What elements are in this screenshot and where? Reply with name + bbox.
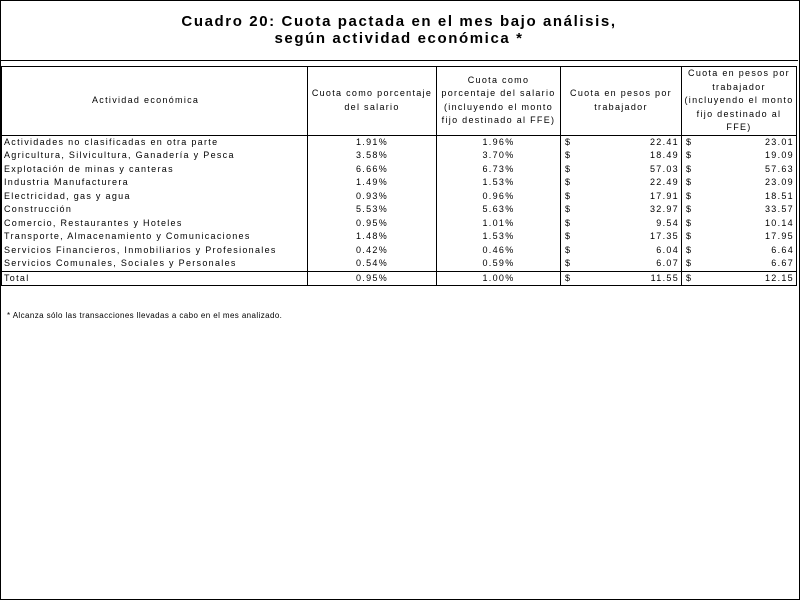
table-title-line-1: Cuadro 20: Cuota pactada en el mes bajo análisis,	[181, 13, 617, 30]
cell-pesos-value: 6.07	[656, 258, 679, 268]
cell-actividad: Electricidad, gas y agua	[2, 190, 308, 204]
header-row	[2, 67, 797, 136]
cell-pesos	[561, 149, 682, 163]
cell-pesos-ffe-value: 57.63	[764, 163, 794, 174]
cell-pesos	[561, 190, 682, 204]
table-row	[2, 203, 797, 217]
currency-symbol: $	[686, 272, 693, 283]
cell-pesos-ffe-value: 17.95	[764, 231, 794, 241]
cell-pesos-ffe-value: 33.57	[764, 204, 794, 214]
currency-symbol: $	[565, 231, 572, 241]
table-row	[2, 217, 797, 231]
cell-pct: 5.53%	[308, 203, 437, 217]
cell-pesos-ffe	[682, 163, 797, 177]
cell-pesos-value: 57.03	[649, 163, 679, 174]
currency-symbol: $	[686, 204, 693, 214]
cell-pesos-value: 17.35	[649, 231, 679, 241]
cell-actividad: Agricultura, Silvicultura, Ganadería y Pesca	[2, 149, 308, 163]
cell-pesos-ffe-value: 19.09	[764, 150, 794, 160]
table-title-line-2: según actividad económica *	[274, 30, 524, 47]
table-row	[2, 176, 797, 190]
cell-pct-ffe: 5.63%	[437, 203, 561, 217]
header-actividad: Actividad económica	[2, 67, 308, 136]
currency-symbol: $	[686, 136, 693, 147]
cell-pesos-ffe	[682, 244, 797, 258]
cell-pesos	[561, 257, 682, 271]
cell-total-pesos-ffe	[682, 271, 797, 286]
cell-pct-ffe: 3.70%	[437, 149, 561, 163]
cell-pct: 0.95%	[308, 217, 437, 231]
cell-pesos-ffe-value: 23.09	[764, 177, 794, 187]
cell-pesos-ffe	[682, 190, 797, 204]
table-row	[2, 190, 797, 204]
header-cuota-pesos: Cuota en pesos por trabajador	[561, 67, 682, 136]
cell-actividad: Explotación de minas y canteras	[2, 163, 308, 177]
cell-pesos-value: 22.41	[649, 136, 679, 147]
cell-pct-ffe: 1.01%	[437, 217, 561, 231]
cell-pesos-ffe-value: 6.64	[771, 244, 794, 255]
cell-pct: 0.42%	[308, 244, 437, 258]
cell-pesos	[561, 217, 682, 231]
table-row	[2, 230, 797, 244]
currency-symbol: $	[565, 258, 572, 268]
cell-actividad: Industria Manufacturera	[2, 176, 308, 190]
cell-pct-ffe: 0.96%	[437, 190, 561, 204]
table-row	[2, 163, 797, 177]
table-row	[2, 257, 797, 271]
currency-symbol: $	[565, 163, 572, 174]
cell-pesos-ffe	[682, 149, 797, 163]
currency-symbol: $	[686, 177, 693, 187]
table-row	[2, 149, 797, 163]
currency-symbol: $	[686, 258, 693, 268]
cell-pesos	[561, 244, 682, 258]
cell-pesos	[561, 163, 682, 177]
cell-pesos-ffe-value: 18.51	[764, 190, 794, 201]
cell-pesos-value: 18.49	[649, 150, 679, 160]
cell-actividad: Servicios Comunales, Sociales y Personales	[2, 257, 308, 271]
currency-symbol: $	[686, 190, 693, 201]
cell-pesos	[561, 176, 682, 190]
cell-pesos-ffe-value: 23.01	[764, 136, 794, 147]
currency-symbol: $	[565, 190, 572, 201]
header-cuota-pct: Cuota como porcentaje del salario	[308, 67, 437, 136]
cell-total-pesos-ffe-value: 12.15	[764, 272, 794, 283]
footnote: * Alcanza sólo las transacciones llevadas a cabo en el mes analizado.	[7, 311, 283, 320]
cell-pesos-ffe	[682, 203, 797, 217]
currency-symbol: $	[565, 150, 572, 160]
currency-symbol: $	[565, 136, 572, 147]
cell-pesos-ffe-value: 10.14	[764, 217, 794, 228]
cell-pesos-value: 32.97	[649, 204, 679, 214]
header-cuota-pct-ffe: Cuota como porcentaje del salario (incluyendo el monto fijo destinado al FFE)	[437, 67, 561, 136]
cell-actividad: Construcción	[2, 203, 308, 217]
cell-actividad: Actividades no clasificadas en otra parte	[2, 135, 308, 149]
cell-pesos	[561, 203, 682, 217]
cell-pct-ffe: 1.53%	[437, 230, 561, 244]
cell-pesos-ffe	[682, 135, 797, 149]
cell-pct-ffe: 0.46%	[437, 244, 561, 258]
currency-symbol: $	[686, 150, 693, 160]
cell-pesos-value: 22.49	[649, 177, 679, 187]
cell-pct: 6.66%	[308, 163, 437, 177]
cell-pct-ffe: 1.53%	[437, 176, 561, 190]
cell-actividad: Servicios Financieros, Inmobiliarios y Profesionales	[2, 244, 308, 258]
title-box	[0, 0, 798, 61]
cell-pesos-ffe	[682, 257, 797, 271]
currency-symbol: $	[565, 217, 572, 228]
cell-pct: 1.48%	[308, 230, 437, 244]
cell-pesos	[561, 135, 682, 149]
table-row	[2, 135, 797, 149]
cell-pct: 0.93%	[308, 190, 437, 204]
cell-pct: 0.54%	[308, 257, 437, 271]
cell-total-pct: 0.95%	[308, 271, 437, 286]
cell-pesos-ffe	[682, 176, 797, 190]
cell-actividad: Transporte, Almacenamiento y Comunicaciones	[2, 230, 308, 244]
currency-symbol: $	[686, 163, 693, 174]
cell-pesos-ffe	[682, 230, 797, 244]
currency-symbol: $	[686, 231, 693, 241]
cell-pesos-value: 6.04	[656, 244, 679, 255]
cell-total-pesos-value: 11.55	[650, 272, 679, 283]
currency-symbol: $	[686, 217, 693, 228]
data-table	[1, 66, 797, 286]
cell-total-pesos	[561, 271, 682, 286]
cell-pesos-value: 17.91	[649, 190, 679, 201]
cell-total-pct-ffe: 1.00%	[437, 271, 561, 286]
cell-pct-ffe: 0.59%	[437, 257, 561, 271]
cell-actividad: Comercio, Restaurantes y Hoteles	[2, 217, 308, 231]
currency-symbol: $	[565, 272, 572, 283]
cell-pct: 1.49%	[308, 176, 437, 190]
header-cuota-pesos-ffe: Cuota en pesos por trabajador (incluyendo el monto fijo destinado al FFE)	[682, 67, 797, 136]
cell-pesos-value: 9.54	[656, 217, 679, 228]
cell-pesos-ffe	[682, 217, 797, 231]
table-row	[2, 244, 797, 258]
cell-pct-ffe: 1.96%	[437, 135, 561, 149]
currency-symbol: $	[565, 244, 572, 255]
cell-pesos-ffe-value: 6.67	[771, 258, 794, 268]
currency-symbol: $	[565, 177, 572, 187]
cell-pct: 1.91%	[308, 135, 437, 149]
currency-symbol: $	[686, 244, 693, 255]
total-row	[2, 271, 797, 286]
cell-pct-ffe: 6.73%	[437, 163, 561, 177]
currency-symbol: $	[565, 204, 572, 214]
cell-pesos	[561, 230, 682, 244]
cell-total-label: Total	[2, 271, 308, 286]
cell-pct: 3.58%	[308, 149, 437, 163]
